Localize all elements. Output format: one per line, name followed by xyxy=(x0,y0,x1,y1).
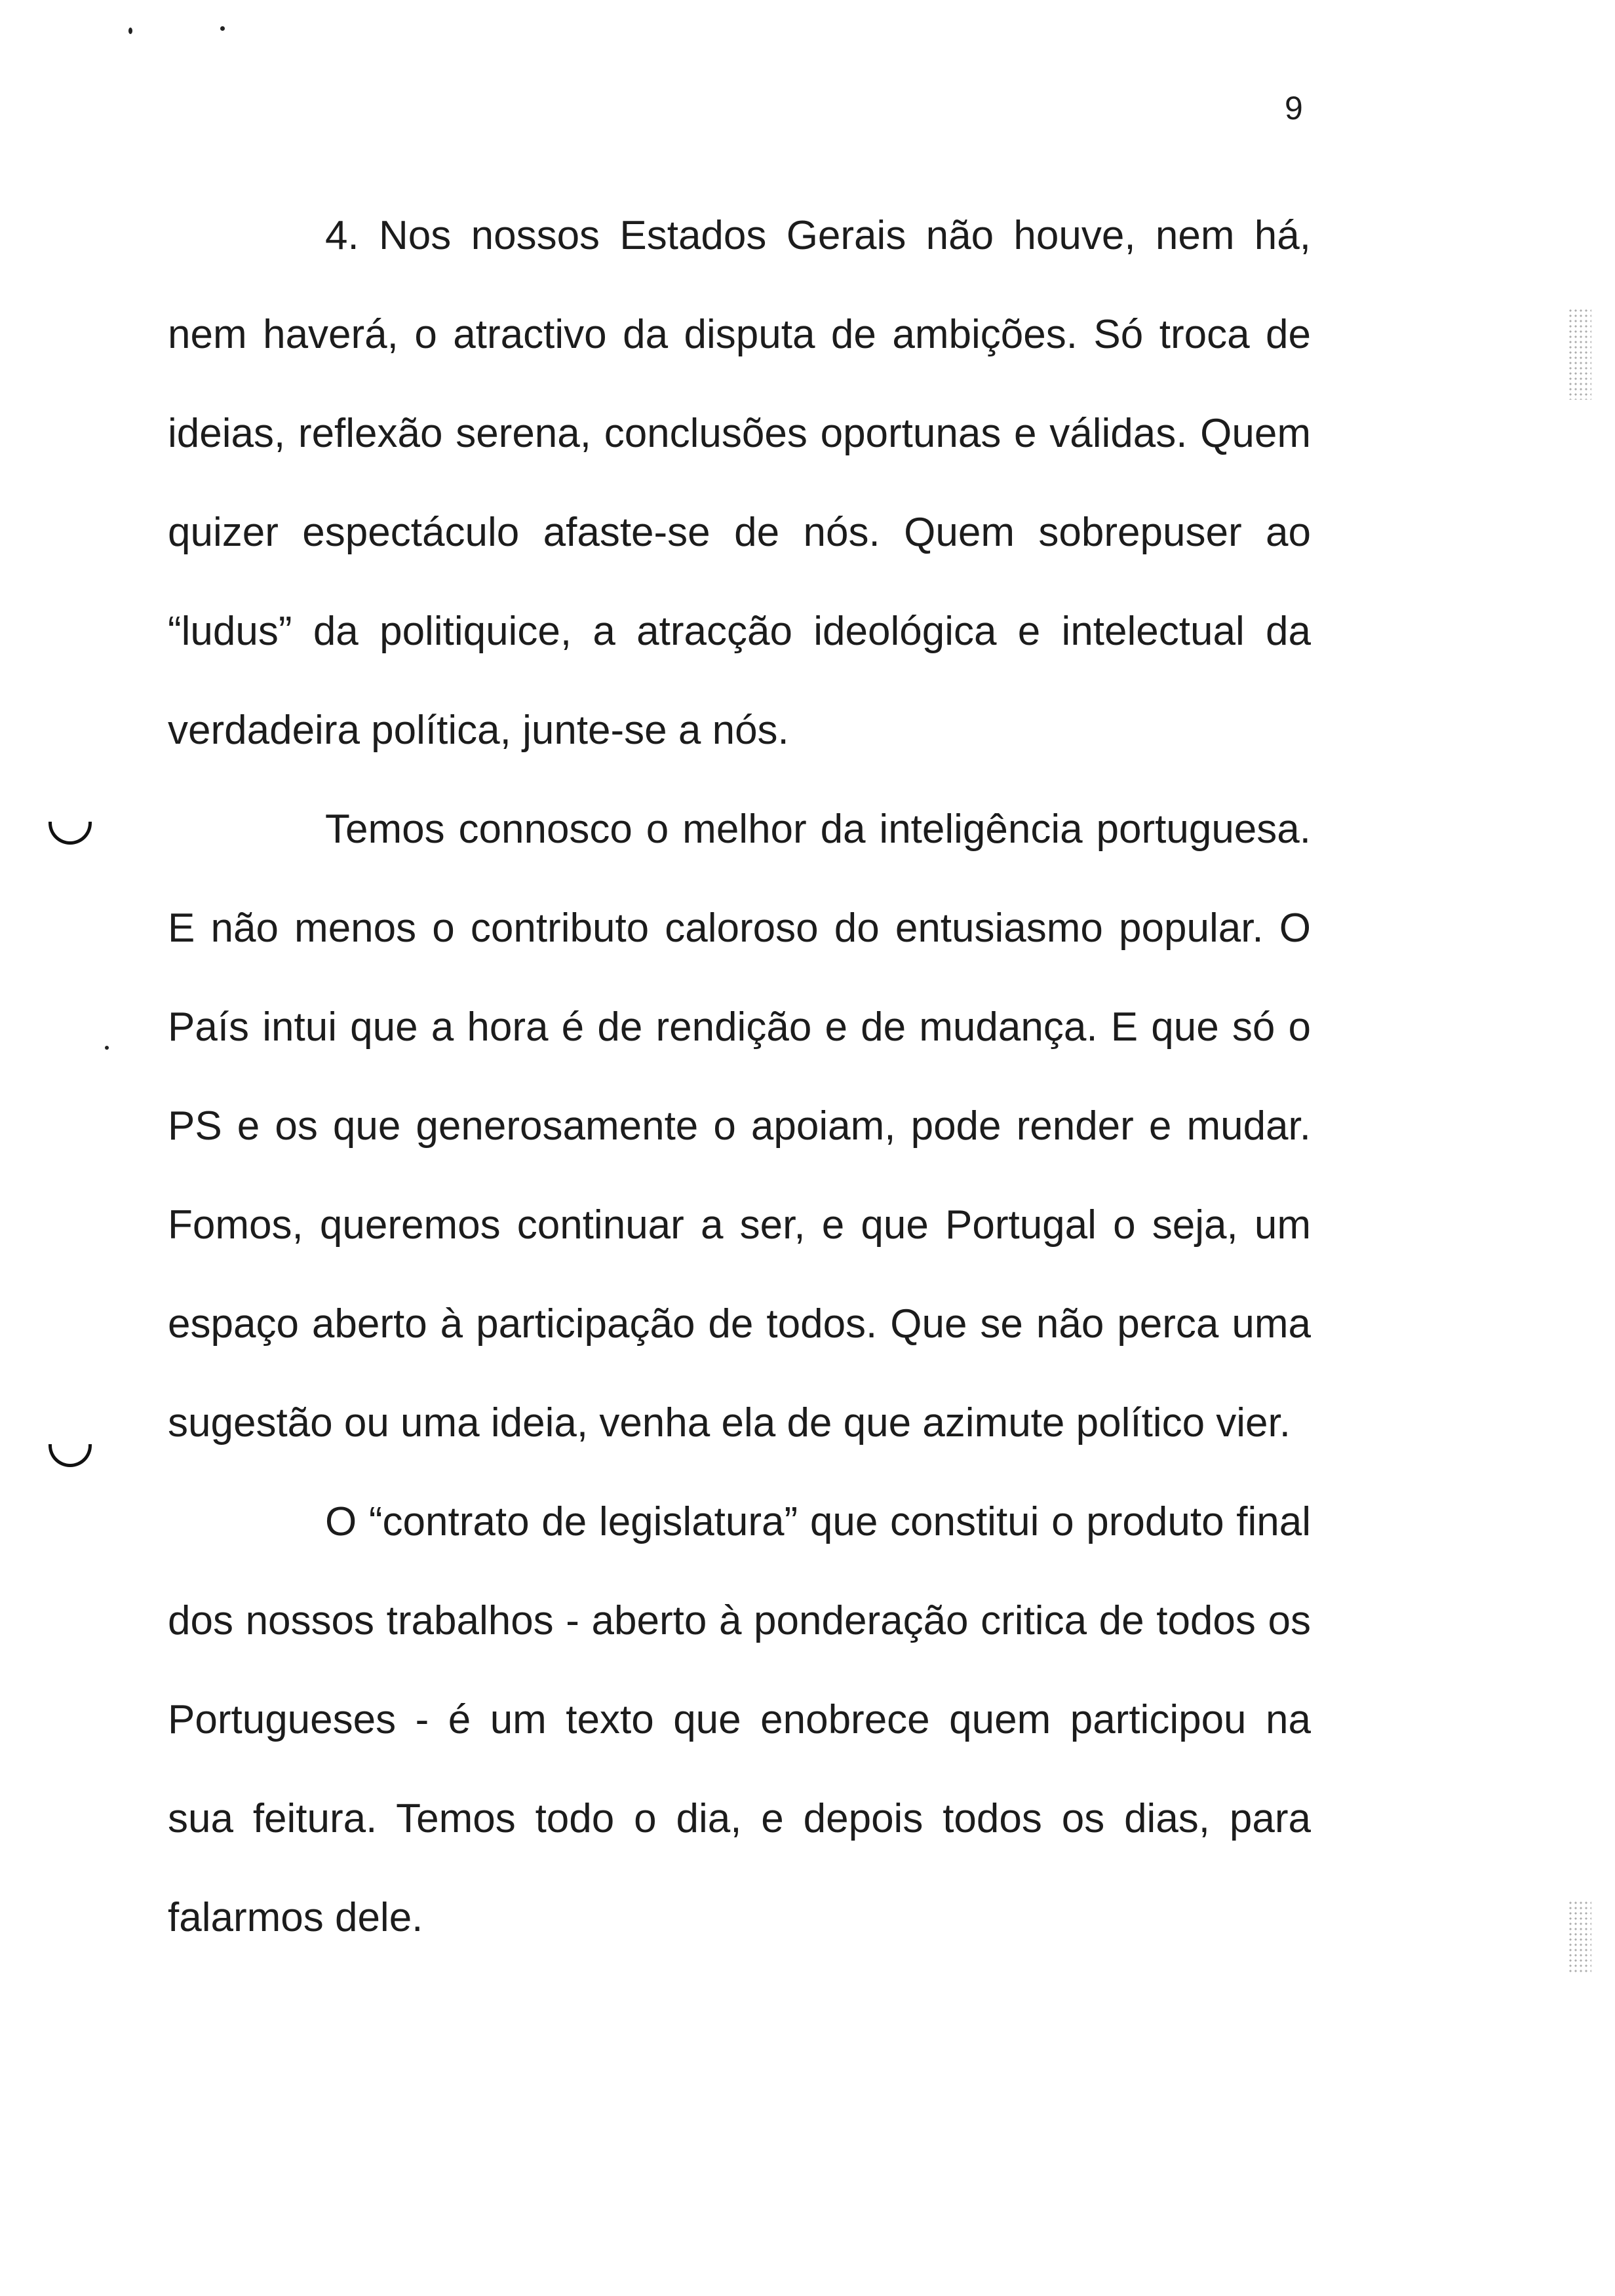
scan-speck xyxy=(128,28,132,34)
paragraph-2: Temos connosco o melhor da inteligência portuguesa. E não menos o contributo caloroso do entusiasmo popular. O País intui que a hora é de rendição e de mudança. E que só o PS e os que generosamente o apoiam, pode render e mudar. Fomos, queremos continuar a ser, e que Portugal o seja, um espaço aberto à participação de todos. Que se não perca uma sugestão ou uma ideia, venha ela de que azimute político vier. xyxy=(168,807,1311,1445)
document-body xyxy=(168,186,1311,1967)
scan-noise xyxy=(1568,1900,1591,1972)
page-number: 9 xyxy=(1285,90,1303,126)
scan-noise xyxy=(1568,308,1591,400)
margin-mark-upper xyxy=(49,822,92,845)
scan-speck xyxy=(105,1046,109,1050)
paragraph-1: 4. Nos nossos Estados Gerais não houve, nem há, nem haverá, o atractivo da disputa de ambições. Só troca de ideias, reflexão serena, conclusões oportunas e válidas. Quem quizer espectáculo afaste-se de nós. Quem sobrepuser ao “ludus” da politiquice, a atracção ideológica e intelectual da verdadeira política, junte-se a nós. xyxy=(168,213,1311,753)
paragraph-3: O “contrato de legislatura” que constitui o produto final dos nossos trabalhos - aberto à ponderação critica de todos os Portugueses - é um texto que enobrece quem participou na sua feitura. Temos todo o dia, e depois todos os dias, para falarmos dele. xyxy=(168,1499,1311,1940)
scan-speck xyxy=(220,26,225,31)
margin-mark-lower xyxy=(49,1444,92,1467)
